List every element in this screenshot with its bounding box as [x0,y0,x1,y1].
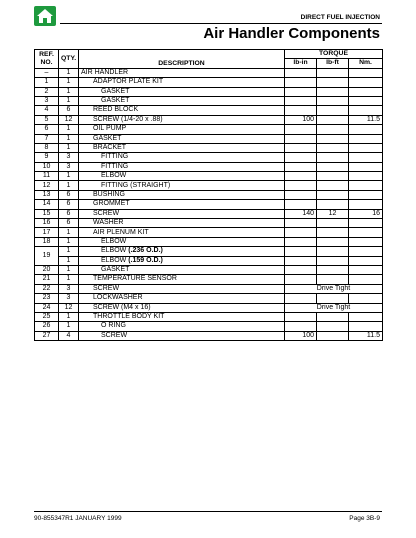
ref-no-cell: 13 [35,190,59,199]
nm-cell [349,172,383,181]
description-cell [79,265,285,274]
description-text: GROMMET [93,200,130,208]
lbin-cell [285,237,317,246]
ref-no-cell: 19 [35,247,59,266]
qty-cell: 1 [59,78,79,87]
ref-no-cell: 10 [35,162,59,171]
table-row [35,275,383,284]
description-text: REED BLOCK [93,106,139,114]
nm-cell [349,265,383,274]
qty-cell: 1 [59,237,79,246]
description-cell [79,237,285,246]
lbin-cell [285,228,317,237]
description-cell [79,96,285,105]
table-row [35,162,383,171]
description-cell [79,87,285,96]
lbft-cell [317,134,349,143]
lbft-cell [317,153,349,162]
description-header: DESCRIPTION [79,50,285,69]
description-cell [79,256,285,265]
description-text: SCREW [101,331,128,339]
nm-cell [349,247,383,256]
description-cell [79,284,285,293]
lbft-cell [317,106,349,115]
description-text: SCREW [93,284,120,292]
lbft-cell [317,68,349,77]
lbft-cell [317,200,349,209]
description-cell [79,134,285,143]
table-row [35,247,383,256]
description-cell [79,275,285,284]
table-row [35,200,383,209]
lbft-cell [317,115,349,124]
lbft-cell [317,190,349,199]
torque-merged-cell: Drive Tight [285,284,383,293]
description-text: TEMPERATURE SENSOR [93,275,177,283]
nm-cell [349,294,383,303]
ref-no-cell: 1 [35,78,59,87]
table-row [35,294,383,303]
description-cell [79,331,285,340]
description-text: OIL PUMP [93,125,127,133]
qty-cell: 1 [59,134,79,143]
torque-merged-cell: Drive Tight [285,303,383,312]
table-row [35,284,383,293]
lbft-cell [317,172,349,181]
table-row [35,143,383,152]
lbin-cell [285,322,317,331]
nm-cell: 11.5 [349,115,383,124]
nm-cell [349,134,383,143]
nm-cell [349,162,383,171]
description-cell [79,209,285,218]
table-header-row-1 [35,50,383,59]
lbin-cell [285,294,317,303]
description-cell [79,219,285,228]
table-row [35,134,383,143]
description-text: O RING [101,322,126,330]
table-row [35,115,383,124]
footer-rule [34,511,382,512]
qty-cell: 1 [59,125,79,134]
ref-no-cell: 8 [35,143,59,152]
nm-cell [349,106,383,115]
qty-cell: 6 [59,106,79,115]
qty-header: QTY. [59,50,79,69]
lbin-cell [285,134,317,143]
lbin-cell [285,256,317,265]
parts-table-body [35,68,383,340]
nm-cell [349,125,383,134]
qty-cell: 1 [59,247,79,256]
ref-no-cell: 15 [35,209,59,218]
page-title: Air Handler Components [203,25,380,42]
qty-cell: 1 [59,96,79,105]
ref-no-cell: 27 [35,331,59,340]
table-row [35,237,383,246]
lbft-cell [317,181,349,190]
description-text: WASHER [93,219,124,227]
description-text: GASKET [101,97,130,105]
qty-cell: 6 [59,209,79,218]
nm-cell [349,87,383,96]
table-row [35,219,383,228]
torque-header: TORQUE [285,50,383,59]
lbft-cell [317,125,349,134]
description-spec: (.159 O.D.) [128,256,163,264]
ref-no-header: REF. NO. [35,50,59,69]
nm-cell [349,78,383,87]
nm-cell [349,312,383,321]
lbin-cell [285,247,317,256]
ref-no-cell: 18 [35,237,59,246]
qty-cell: 3 [59,284,79,293]
table-row [35,312,383,321]
qty-cell: 1 [59,275,79,284]
lbft-cell [317,256,349,265]
description-cell [79,153,285,162]
qty-cell: 1 [59,143,79,152]
description-cell [79,294,285,303]
qty-cell: 1 [59,181,79,190]
lbin-cell [285,125,317,134]
description-cell [79,115,285,124]
lbft-cell [317,331,349,340]
qty-cell: 1 [59,68,79,77]
description-spec: (.236 O.D.) [128,247,163,255]
ref-no-cell: 12 [35,181,59,190]
table-row [35,125,383,134]
ref-no-cell: 9 [35,153,59,162]
qty-cell: 12 [59,303,79,312]
lbin-cell: 140 [285,209,317,218]
nm-cell [349,322,383,331]
description-text: GASKET [101,87,130,95]
nm-cell [349,237,383,246]
nm-cell: 11.5 [349,331,383,340]
description-text: SCREW (M4 x 16) [93,303,151,311]
lbft-cell [317,228,349,237]
lbin-cell [285,181,317,190]
table-row [35,181,383,190]
qty-cell: 1 [59,228,79,237]
lbft-cell [317,312,349,321]
description-cell [79,200,285,209]
nm-cell [349,256,383,265]
lbft-cell [317,87,349,96]
description-text: ELBOW [101,247,127,255]
table-row [35,96,383,105]
qty-cell: 4 [59,331,79,340]
qty-cell: 3 [59,162,79,171]
ref-no-cell: 7 [35,134,59,143]
description-cell [79,181,285,190]
lbin-cell: 100 [285,115,317,124]
lbin-cell [285,68,317,77]
ref-no-cell: 23 [35,294,59,303]
lbft-cell [317,162,349,171]
description-text: AIR PLENUM KIT [93,228,149,236]
description-text: BRACKET [93,144,127,151]
qty-cell: 1 [59,87,79,96]
description-cell [79,143,285,152]
parts-table [34,49,383,341]
ref-no-cell: 3 [35,96,59,105]
nm-cell [349,96,383,105]
ref-no-cell: 17 [35,228,59,237]
nm-cell [349,68,383,77]
description-text: ELBOW [101,172,127,180]
page-number: Page 3B-9 [349,515,380,522]
description-cell [79,247,285,256]
description-text: ADAPTOR PLATE KIT [93,78,164,86]
qty-cell: 1 [59,265,79,274]
lbin-cell [285,265,317,274]
lbft-cell [317,294,349,303]
lbin-cell [285,143,317,152]
qty-cell: 3 [59,294,79,303]
lbin-cell [285,312,317,321]
table-row [35,87,383,96]
table-row [35,265,383,274]
table-row [35,256,383,265]
ref-no-cell: 14 [35,200,59,209]
description-cell [79,68,285,77]
description-cell [79,312,285,321]
qty-cell: 12 [59,115,79,124]
nm-cell [349,275,383,284]
ref-no-cell: 26 [35,322,59,331]
description-text: ELBOW [101,237,127,245]
table-row [35,78,383,87]
ref-no-cell: 4 [35,106,59,115]
description-text: LOCKWASHER [93,294,143,302]
header-rule [60,23,382,24]
nm-cell [349,143,383,152]
lbin-cell [285,153,317,162]
description-cell [79,303,285,312]
description-text: BUSHING [93,190,125,198]
lbft-cell [317,96,349,105]
description-cell [79,125,285,134]
table-row [35,303,383,312]
ref-no-cell: 25 [35,312,59,321]
description-cell [79,322,285,331]
lbin-cell [285,275,317,284]
qty-cell: 1 [59,312,79,321]
lbin-cell [285,190,317,199]
ref-no-cell: 5 [35,115,59,124]
lbin-cell [285,106,317,115]
lbft-cell [317,247,349,256]
qty-cell: 6 [59,200,79,209]
description-text: FITTING [101,162,129,170]
qty-cell: 6 [59,219,79,228]
qty-cell: 6 [59,190,79,199]
lbft-cell [317,265,349,274]
description-text: ELBOW [101,256,127,264]
ref-no-cell: 20 [35,265,59,274]
document-number: 90-855347R1 JANUARY 1999 [34,515,122,522]
ref-no-cell: 16 [35,219,59,228]
ref-no-cell: 24 [35,303,59,312]
table-row [35,172,383,181]
lbin-cell [285,96,317,105]
description-text: SCREW [93,209,120,217]
lbin-cell [285,172,317,181]
description-text: AIR HANDLER [81,68,129,76]
lbin-cell [285,219,317,228]
nm-cell: 16 [349,209,383,218]
description-text: FITTING (STRAIGHT) [101,181,171,189]
table-row [35,153,383,162]
ref-no-cell: 11 [35,172,59,181]
qty-cell: 1 [59,322,79,331]
table-row [35,322,383,331]
description-cell [79,106,285,115]
ref-no-cell: 21 [35,275,59,284]
lbft-cell [317,219,349,228]
qty-cell: 1 [59,256,79,265]
nm-cell [349,228,383,237]
lbft-cell [317,275,349,284]
nm-cell [349,153,383,162]
table-row [35,331,383,340]
description-text: FITTING [101,153,129,161]
lbin-cell [285,162,317,171]
table-row [35,209,383,218]
lbin-cell [285,87,317,96]
qty-cell: 1 [59,172,79,181]
ref-no-cell: 22 [35,284,59,293]
description-text: GASKET [93,134,122,142]
lbft-header: lb-ft [317,59,349,68]
ref-no-cell: 6 [35,125,59,134]
table-row [35,228,383,237]
ref-no-cell: – [35,68,59,77]
table-row [35,106,383,115]
table-row [35,68,383,77]
description-text: SCREW (1/4-20 x .88) [93,115,163,123]
table-row [35,190,383,199]
lbft-cell: 12 [317,209,349,218]
description-text: GASKET [101,266,130,274]
lbft-cell [317,237,349,246]
section-header: DIRECT FUEL INJECTION [300,14,380,21]
nm-header: Nm. [349,59,383,68]
description-cell [79,78,285,87]
nm-cell [349,190,383,199]
description-cell [79,190,285,199]
home-icon[interactable] [34,6,56,26]
lbft-cell [317,78,349,87]
description-text: THROTTLE BODY KIT [93,313,165,321]
nm-cell [349,200,383,209]
qty-cell: 3 [59,153,79,162]
lbft-cell [317,322,349,331]
lbft-cell [317,143,349,152]
nm-cell [349,219,383,228]
lbin-cell [285,78,317,87]
lbin-cell [285,200,317,209]
lbin-cell: 100 [285,331,317,340]
lbin-header: lb-in [285,59,317,68]
description-cell [79,172,285,181]
description-cell [79,162,285,171]
description-cell [79,228,285,237]
ref-no-cell: 2 [35,87,59,96]
nm-cell [349,181,383,190]
